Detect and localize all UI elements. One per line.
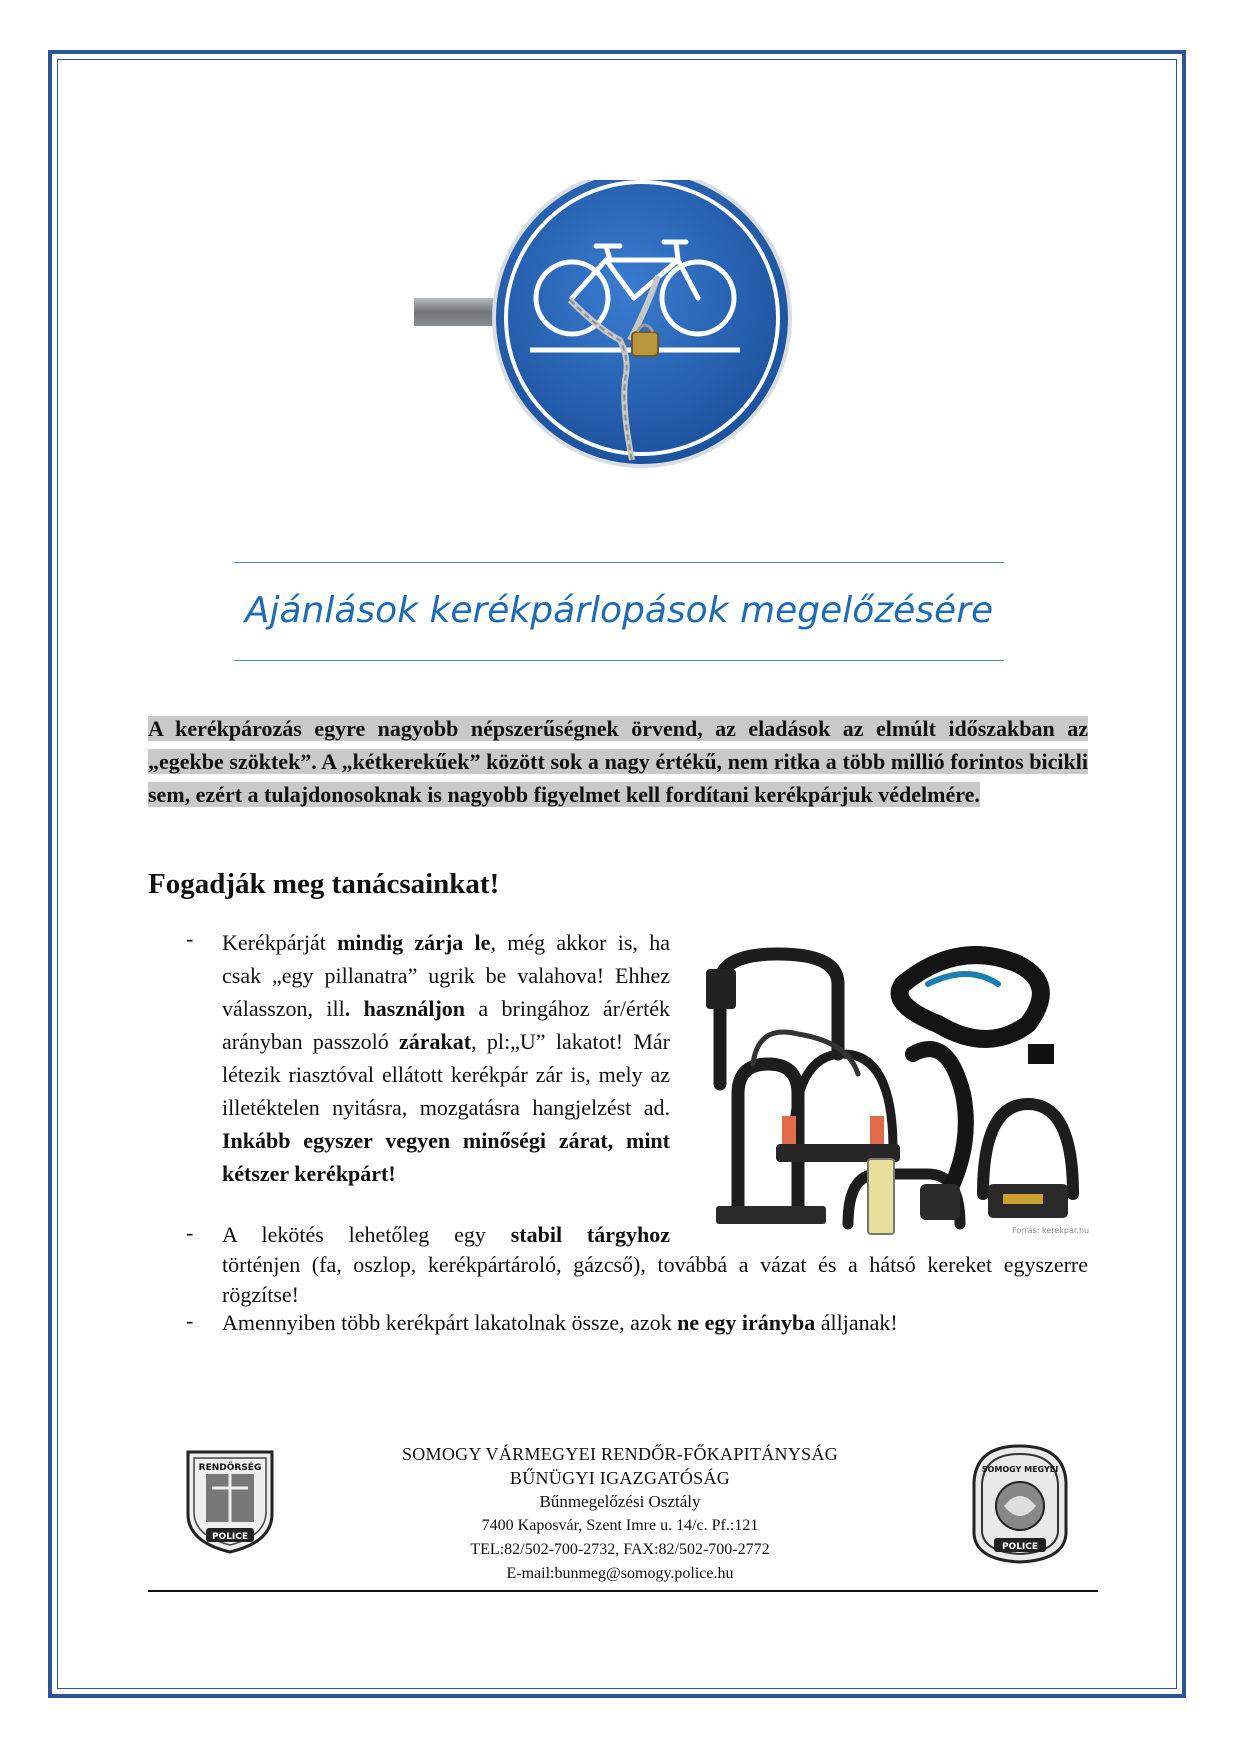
text: , pl:„U” lakatot! Már létezik riasztóval ellátott kerékpár zár is, mely az illetéktelen nyitásra, mozgatásra hangjelzést ad.	[222, 1029, 670, 1120]
text: Amennyiben több kerékpárt lakatolnak össze, azok	[222, 1310, 678, 1335]
bullet-dash: -	[186, 1220, 194, 1245]
text: A lekötés lehetőleg egy	[222, 1222, 511, 1247]
footer-org-name: SOMOGY VÁRMEGYEI RENDŐR-FŐKAPITÁNYSÁG	[401, 1444, 839, 1464]
intro-paragraph	[148, 712, 1088, 811]
footer-address: 7400 Kaposvár, Szent Imre u. 14/c. Pf.:121	[481, 1517, 759, 1534]
badge-left-bottom-text: POLICE	[211, 1532, 249, 1542]
footer-department: BŰNÜGYI IGAZGATÓSÁG	[509, 1468, 731, 1488]
police-badge-right	[968, 1442, 1072, 1566]
footer-email: E-mail:bunmeg@somogy.police.hu	[506, 1565, 734, 1582]
footer-division: Bűnmegelőzési Osztály	[539, 1492, 701, 1511]
page-title: Ajánlások kerékpárlopások megelőzésére	[244, 590, 994, 631]
bicycle-sign-image	[410, 180, 830, 470]
text: álljanak!	[815, 1310, 898, 1335]
text: Kerékpárját	[222, 930, 338, 955]
text: , még akkor is, ha csak „egy pillanatra” ugrik be valahova! Ehhez válasszon, ill	[222, 930, 670, 1021]
bullet-direction	[222, 1308, 1088, 1338]
emphasis: Inkább egyszer vegyen minőségi zárat, mint kétszer kerékpárt!	[222, 1128, 670, 1186]
bike-locks-image	[698, 944, 1088, 1244]
title-top-rule	[234, 562, 1004, 563]
intro-text: A kerékpározás egyre nagyobb népszerűségnek örvend, az eladások az elmúlt időszakban az „egekbe szöktek”. A „kétkerekűek” között sok a nagy értékű, nem ritka a több millió forintos bicikli sem, ezért a tulajdonosoknak is nagyobb figyelmet kell fordítani kerékpárjuk védelmére.	[148, 716, 1088, 807]
emphasis: zárakat	[399, 1029, 472, 1054]
emphasis: ne egy irányba	[677, 1310, 816, 1335]
footer-phone-fax: TEL:82/502-700-2732, FAX:82/502-700-2772	[470, 1541, 770, 1558]
footer-rule	[148, 1590, 1098, 1592]
image-credit: Forrás: kerekpar.hu	[1012, 1226, 1090, 1235]
bullet-dash: -	[186, 926, 194, 951]
bullet-stable-object	[222, 1220, 1088, 1310]
title-bottom-rule	[234, 660, 1004, 661]
text: a bringához ár/érték arányban passzoló	[222, 996, 670, 1054]
bullet-lock-always	[222, 926, 670, 1190]
text: történjen (fa, oszlop, kerékpártároló, gázcső), továbbá a vázat és a hátsó kereket egyszerre rögzítse!	[222, 1252, 1088, 1307]
emphasis: stabil tárgyhoz	[510, 1222, 670, 1247]
emphasis: mindig zárja le	[337, 930, 491, 955]
bullet-first-line	[222, 1220, 670, 1250]
badge-right-bottom-text: POLICE	[1001, 1542, 1039, 1552]
badge-right-top-text: SOMOGY MEGYEI	[981, 1465, 1059, 1474]
badge-left-top-text: RENDŐRSÉG	[198, 1463, 262, 1473]
advice-heading: Fogadják meg tanácsainkat!	[148, 868, 500, 900]
police-badge-left	[184, 1444, 276, 1556]
footer-contact	[330, 1442, 910, 1586]
emphasis: . használjon	[344, 996, 466, 1021]
bullet-dash: -	[186, 1308, 194, 1333]
